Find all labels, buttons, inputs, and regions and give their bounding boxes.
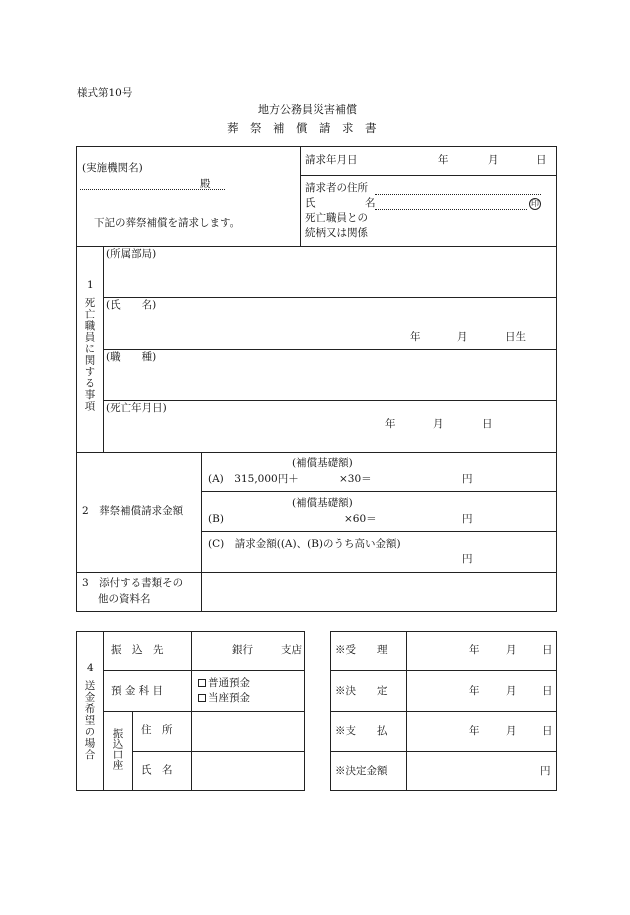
section4-vertical-label: 送金希望の場合 — [83, 680, 96, 761]
office-receipt-month: 月 — [506, 644, 517, 656]
office-payment-day: 日 — [542, 725, 553, 737]
office-receipt-day: 日 — [542, 644, 553, 656]
birth-month-label: 月 — [457, 331, 468, 343]
office-decision-month: 月 — [506, 685, 517, 697]
death-year-label: 年 — [385, 418, 396, 430]
job-label: (職 種) — [106, 351, 157, 363]
relation-label-line1: 死亡職員との — [305, 212, 368, 224]
base-amount-label-a: (補償基礎額) — [292, 457, 353, 469]
form-number: 様式第10号 — [77, 87, 133, 99]
office-receipt-year: 年 — [469, 644, 480, 656]
request-day-label: 日 — [536, 154, 547, 166]
office-payment-year: 年 — [469, 725, 480, 737]
branch-label: 支店 — [281, 644, 302, 656]
amount-a-prefix: (A) 315,000円＋ — [208, 473, 299, 485]
birth-year-label: 年 — [410, 331, 421, 343]
futsu-label: 普通預金 — [208, 677, 250, 689]
claimant-address-label: 請求者の住所 — [305, 182, 368, 194]
claimant-name-label-right: 名 — [365, 197, 376, 209]
section3-label-line2: 他の資料名 — [98, 593, 151, 605]
toza-checkbox[interactable] — [198, 694, 206, 702]
section3-label-line1: 3 添付する書類その — [82, 577, 184, 589]
account-address-label: 住 所 — [141, 724, 173, 736]
agency-label: (実施機関名) — [82, 162, 143, 174]
amount-b-prefix: (B) — [208, 513, 224, 525]
office-amount-yen: 円 — [540, 765, 551, 777]
death-day-label: 日 — [482, 418, 493, 430]
deposit-type-label: 預 金 科 目 — [111, 685, 164, 697]
request-month-label: 月 — [488, 154, 499, 166]
transfer-to-label: 振 込 先 — [111, 644, 164, 656]
section1-number: 1 — [87, 279, 94, 291]
section2-label: 2 葬祭補償請求金額 — [82, 505, 184, 517]
section1-vertical-label: 死亡職員に関する事項 — [83, 297, 96, 412]
amount-c-label: (C) 請求金額((A)、(B)のうち高い金額) — [208, 538, 401, 550]
office-amount-label: ※決定金額 — [335, 765, 388, 777]
death-date-label: (死亡年月日) — [106, 402, 167, 414]
dono-label: 殿 — [200, 178, 211, 190]
claimant-address-field[interactable] — [375, 194, 541, 195]
futsu-checkbox[interactable] — [198, 679, 206, 687]
deceased-name-label: (氏 名) — [106, 299, 157, 311]
office-receipt-label: ※受 理 — [335, 644, 388, 656]
bank-label: 銀行 — [232, 644, 253, 656]
office-payment-month: 月 — [506, 725, 517, 737]
toza-label: 当座預金 — [208, 692, 250, 704]
dept-label: (所属部局) — [106, 248, 157, 260]
yen-c: 円 — [462, 553, 473, 565]
claimant-name-field[interactable] — [375, 209, 527, 210]
death-month-label: 月 — [433, 418, 444, 430]
request-year-label: 年 — [438, 154, 449, 166]
yen-b: 円 — [462, 513, 473, 525]
birth-day-label: 日生 — [505, 331, 526, 343]
office-payment-label: ※支 払 — [335, 725, 388, 737]
relation-label-line2: 続柄又は関係 — [305, 227, 368, 239]
base-amount-label-b: (補償基礎額) — [292, 497, 353, 509]
office-decision-day: 日 — [542, 685, 553, 697]
claimant-name-label-left: 氏 — [305, 197, 316, 209]
amount-b-multiplier: ×60＝ — [344, 513, 377, 525]
yen-a: 円 — [462, 473, 473, 485]
title-line1: 地方公務員災害補償 — [258, 103, 357, 116]
account-vertical-label: 振込口座 — [111, 728, 124, 770]
amount-a-multiplier: ×30＝ — [339, 473, 372, 485]
request-statement: 下記の葬祭補償を請求します。 — [94, 217, 241, 229]
office-decision-label: ※決 定 — [335, 685, 388, 697]
request-date-label: 請求年月日 — [305, 154, 358, 166]
account-name-label: 氏 名 — [141, 764, 173, 776]
seal-mark: 印 — [531, 199, 539, 208]
office-decision-year: 年 — [469, 685, 480, 697]
page-title: 葬 祭 補 償 請 求 書 — [227, 121, 377, 135]
section4-number: 4 — [87, 662, 94, 674]
